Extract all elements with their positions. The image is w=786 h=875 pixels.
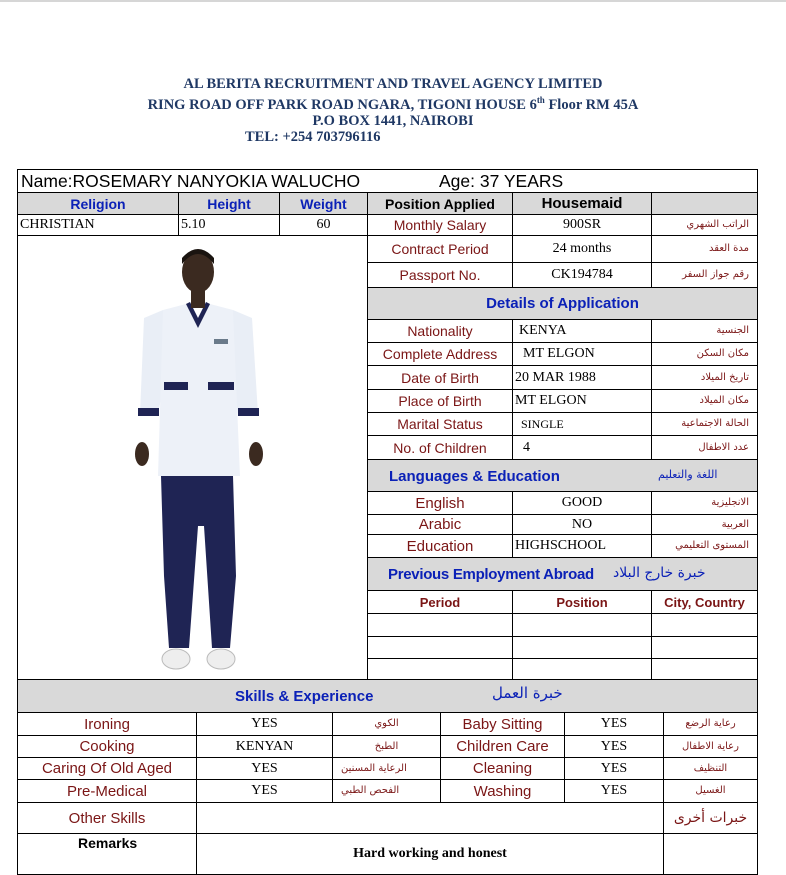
other-skills-label: Other Skills xyxy=(17,802,197,834)
education-label: Education xyxy=(367,534,513,558)
children-arabic: عدد الاطفال xyxy=(651,435,758,460)
skills-section-arabic: خبرة العمل xyxy=(492,684,563,702)
contract-period-arabic: مدة العقد xyxy=(651,235,758,263)
marital-status-value: SINGLE xyxy=(512,412,652,436)
height-value: 5.10 xyxy=(178,214,280,236)
skill-children-care-arabic: رعاية الاطفال xyxy=(663,735,758,758)
agency-address: RING ROAD OFF PARK ROAD NGARA, TIGONI HOUSE 6th Floor RM 45A xyxy=(147,95,639,113)
agency-po-box: P.O BOX 1441, NAIROBI xyxy=(312,112,474,129)
other-skills-value xyxy=(196,802,664,834)
employment-row-2-position xyxy=(512,636,652,659)
skill-elderly-care-value: YES xyxy=(196,757,333,780)
height-header: Height xyxy=(178,192,280,215)
weight-header: Weight xyxy=(279,192,368,215)
languages-section-title-bar xyxy=(367,459,758,492)
employment-header-position: Position xyxy=(512,590,652,614)
employment-row-1-position xyxy=(512,613,652,637)
contract-period-label: Contract Period xyxy=(367,235,513,263)
pob-label: Place of Birth xyxy=(367,389,513,413)
monthly-salary-value: 900SR xyxy=(512,214,652,236)
dob-label: Date of Birth xyxy=(367,365,513,390)
employment-row-1-period xyxy=(367,613,513,637)
employment-row-3-period xyxy=(367,658,513,680)
employment-header-period: Period xyxy=(367,590,513,614)
marital-status-arabic: الحالة الاجتماعية xyxy=(651,412,758,436)
passport-label: Passport No. xyxy=(367,262,513,288)
monthly-salary-arabic: الراتب الشهري xyxy=(651,214,758,236)
position-applied-label: Position Applied xyxy=(367,192,513,215)
skill-washing-label: Washing xyxy=(440,779,565,803)
english-label: English xyxy=(367,491,513,515)
photo-cell xyxy=(17,235,368,680)
contract-period-value: 24 months xyxy=(512,235,652,263)
name-row xyxy=(17,169,758,193)
position-blank-cell xyxy=(651,192,758,215)
address-arabic: مكان السكن xyxy=(651,342,758,366)
skill-baby-sitting-value: YES xyxy=(564,712,664,736)
agency-name: AL BERITA RECRUITMENT AND TRAVEL AGENCY LIMITED xyxy=(183,76,603,92)
address-value: MT ELGON xyxy=(512,342,652,366)
candidate-age: Age: 37 YEARS xyxy=(439,171,564,191)
skill-baby-sitting-arabic: رعاية الرضع xyxy=(663,712,758,736)
monthly-salary-label: Monthly Salary xyxy=(367,214,513,236)
skill-washing-arabic: الغسيل xyxy=(663,779,758,803)
skill-elderly-care-arabic: الرعاية المسنين xyxy=(332,757,441,780)
english-value: GOOD xyxy=(512,491,652,515)
nationality-value: KENYA xyxy=(512,319,652,343)
arabic-label: Arabic xyxy=(367,514,513,535)
arabic-value: NO xyxy=(512,514,652,535)
address-label: Complete Address xyxy=(367,342,513,366)
skill-washing-value: YES xyxy=(564,779,664,803)
agency-phone: TEL: +254 703796116 xyxy=(245,128,381,145)
candidate-photo xyxy=(18,236,367,679)
other-skills-arabic: خبرات أخرى xyxy=(663,802,758,834)
employment-header-city: City, Country xyxy=(651,590,758,614)
children-value: 4 xyxy=(512,435,652,460)
arabic-arabic: العربية xyxy=(651,514,758,535)
children-label: No. of Children xyxy=(367,435,513,460)
dob-arabic: تاريخ الميلاد xyxy=(651,365,758,390)
skill-ironing-value: YES xyxy=(196,712,333,736)
passport-arabic: رقم جواز السفر xyxy=(651,262,758,288)
pob-arabic: مكان الميلاد xyxy=(651,389,758,413)
education-arabic: المستوى التعليمي xyxy=(651,534,758,558)
education-value: HIGHSCHOOL xyxy=(512,534,652,558)
skill-ironing-arabic: الكوي xyxy=(332,712,441,736)
languages-section-title: Languages & Education xyxy=(389,468,560,485)
religion-header: Religion xyxy=(17,192,179,215)
employment-section-title-bar xyxy=(367,557,758,591)
employment-row-3-city xyxy=(651,658,758,680)
skill-ironing-label: Ironing xyxy=(17,712,197,736)
remarks-value: Hard working and honest xyxy=(196,833,664,875)
skill-cleaning-value: YES xyxy=(564,757,664,780)
remarks-blank-cell xyxy=(663,833,758,875)
passport-value: CK194784 xyxy=(512,262,652,288)
employment-row-3-position xyxy=(512,658,652,680)
skills-section-title-bar xyxy=(17,679,758,713)
employment-row-1-city xyxy=(651,613,758,637)
remarks-label-cell xyxy=(17,833,197,875)
dob-value: 20 MAR 1988 xyxy=(512,365,652,390)
religion-value: CHRISTIAN xyxy=(17,214,179,236)
pob-value: MT ELGON xyxy=(512,389,652,413)
skills-section-title: Skills & Experience xyxy=(235,688,374,705)
skill-pre-medical-label: Pre-Medical xyxy=(17,779,197,803)
skill-baby-sitting-label: Baby Sitting xyxy=(440,712,565,736)
skill-cooking-value: KENYAN xyxy=(196,735,333,758)
employment-section-title: Previous Employment Abroad xyxy=(388,566,594,583)
skill-cleaning-arabic: التنظيف xyxy=(663,757,758,780)
skill-pre-medical-arabic: الفحص الطبي xyxy=(332,779,441,803)
skill-children-care-label: Children Care xyxy=(440,735,565,758)
agency-header xyxy=(0,76,786,145)
marital-status-label: Marital Status xyxy=(367,412,513,436)
nationality-label: Nationality xyxy=(367,319,513,343)
employment-row-2-period xyxy=(367,636,513,659)
nationality-arabic: الجنسية xyxy=(651,319,758,343)
skill-cleaning-label: Cleaning xyxy=(440,757,565,780)
skill-children-care-value: YES xyxy=(564,735,664,758)
skill-elderly-care-label: Caring Of Old Aged xyxy=(17,757,197,780)
skill-pre-medical-value: YES xyxy=(196,779,333,803)
employment-row-2-city xyxy=(651,636,758,659)
languages-section-arabic: اللغة والتعليم xyxy=(658,468,718,481)
remarks-label: Remarks xyxy=(78,835,138,851)
candidate-name: Name:ROSEMARY NANYOKIA WALUCHO xyxy=(21,171,361,191)
employment-section-arabic: خبرة خارج البلاد xyxy=(613,565,706,581)
weight-value: 60 xyxy=(279,214,368,236)
skill-cooking-arabic: الطبخ xyxy=(332,735,441,758)
details-section-title: Details of Application xyxy=(367,287,758,320)
position-applied-value: Housemaid xyxy=(512,192,652,215)
page-top-border xyxy=(0,0,786,2)
skill-cooking-label: Cooking xyxy=(17,735,197,758)
english-arabic: الانجليزية xyxy=(651,491,758,515)
